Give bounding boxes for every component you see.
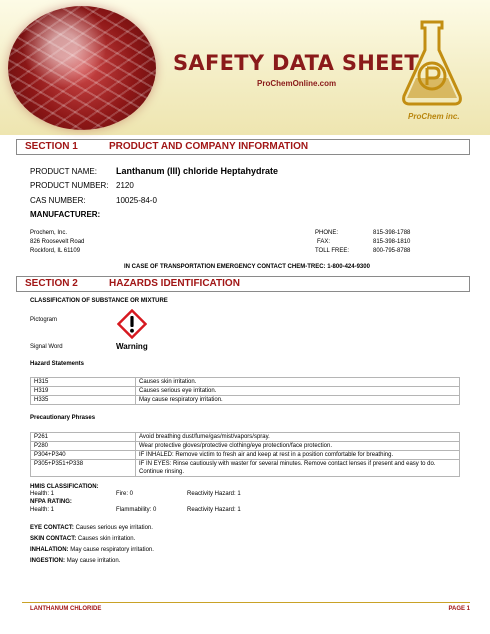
precaution-text: IF IN EYES: Rinse cautiously with waster for several minutes. Remove contact lenses if present and easy to do. Continue rinsing. xyxy=(136,460,460,477)
company-name: Prochem, Inc. xyxy=(30,230,68,236)
inhalation-label: INHALATION: xyxy=(30,547,69,553)
periodic-globe-image xyxy=(8,6,156,130)
section-number: SECTION 1 xyxy=(25,141,78,152)
phone-label: PHONE: xyxy=(315,230,339,236)
hmis-health: Health: 1 xyxy=(30,491,55,497)
product-number-value: 2120 xyxy=(116,181,134,190)
phone-value: 815-398-1788 xyxy=(373,230,411,236)
tollfree-label: TOLL FREE: xyxy=(315,248,350,254)
precaution-code: P304+P340 xyxy=(31,451,136,460)
nfpa-health: Health: 1 xyxy=(30,507,55,513)
ingestion-text: May cause irritation. xyxy=(66,558,121,564)
company-city: Rockford, IL 61109 xyxy=(30,248,81,254)
website-label: ProChemOnline.com xyxy=(257,79,337,88)
section-number: SECTION 2 xyxy=(25,278,78,289)
precaution-code: P305+P351+P338 xyxy=(31,460,136,477)
product-name-label: PRODUCT NAME: xyxy=(30,167,97,176)
prochem-flask-logo xyxy=(396,14,468,110)
hazard-statements-heading: Hazard Statements xyxy=(30,361,85,367)
product-name-value: Lanthanum (III) chloride Heptahydrate xyxy=(116,166,279,176)
eye-contact-label: EYE CONTACT: xyxy=(30,525,74,531)
nfpa-heading: NFPA RATING: xyxy=(30,499,72,505)
product-number-label: PRODUCT NUMBER: xyxy=(30,181,109,190)
eye-contact-text: Causes serious eye irritation. xyxy=(75,525,153,531)
footer-product-name: LANTHANUM CHLORIDE xyxy=(30,606,102,612)
hmis-fire: Fire: 0 xyxy=(116,491,134,497)
hazard-statements-table xyxy=(30,377,460,405)
document-title: SAFETY DATA SHEET xyxy=(173,51,420,75)
logo-text: ProChem inc. xyxy=(408,112,460,121)
skin-contact-text: Causes skin irritation. xyxy=(77,536,136,542)
precaution-code: P280 xyxy=(31,442,136,451)
nfpa-flammability: Flammability: 0 xyxy=(116,507,157,513)
precaution-text: Wear protective gloves/protective clothing/eye protection/face protection. xyxy=(136,442,460,451)
table-row xyxy=(31,451,460,460)
table-row xyxy=(31,387,460,396)
precautionary-phrases-heading: Precautionary Phrases xyxy=(30,415,96,421)
section-title: HAZARDS IDENTIFICATION xyxy=(109,278,240,289)
emergency-contact: IN CASE OF TRANSPORTATION EMERGENCY CONTACT CHEM-TREC: 1-800-424-9300 xyxy=(124,264,370,270)
hmis-heading: HMIS CLASSIFICATION: xyxy=(30,484,99,490)
section-2-header xyxy=(16,276,470,292)
precautionary-phrases-table xyxy=(30,432,460,477)
hmis-reactivity: Reactivity Hazard: 1 xyxy=(187,491,241,497)
skin-contact-label: SKIN CONTACT: xyxy=(30,536,77,542)
signal-word-label: Signal Word xyxy=(30,344,63,350)
exclamation-mark-hazard-icon xyxy=(117,309,147,339)
table-row xyxy=(31,396,460,405)
nfpa-reactivity: Reactivity Hazard: 1 xyxy=(187,507,241,513)
precaution-text: IF INHALED: Remove victim to fresh air and keep at rest in a position comfortable for breathing. xyxy=(136,451,460,460)
hazard-text: May cause respiratory irritation. xyxy=(136,396,460,405)
table-row xyxy=(31,433,460,442)
hazard-code: H319 xyxy=(31,387,136,396)
cas-number-label: CAS NUMBER: xyxy=(30,196,86,205)
inhalation-text: May cause respiratory irritation. xyxy=(70,547,154,553)
fax-label: FAX: xyxy=(317,239,331,245)
hazard-text: Causes skin irritation. xyxy=(136,378,460,387)
hazard-code: H315 xyxy=(31,378,136,387)
tollfree-value: 800-795-8788 xyxy=(373,248,411,254)
table-row xyxy=(31,378,460,387)
ingestion-label: INGESTION: xyxy=(30,558,66,564)
page-header xyxy=(0,0,490,135)
hazard-text: Causes serious eye irritation. xyxy=(136,387,460,396)
ingestion-line xyxy=(30,558,120,564)
section-1-header xyxy=(16,139,470,155)
fax-value: 815-398-1810 xyxy=(373,239,411,245)
table-row xyxy=(31,460,460,477)
classification-heading: CLASSIFICATION OF SUBSTANCE OR MIXTURE xyxy=(30,298,168,304)
company-street: 826 Roosevelt Road xyxy=(30,239,85,245)
table-row xyxy=(31,442,460,451)
footer-page-number: PAGE 1 xyxy=(448,606,470,612)
precaution-text: Avoid breathing dust/fume/gas/mist/vapors/spray. xyxy=(136,433,460,442)
signal-word-value: Warning xyxy=(116,342,148,351)
precaution-code: P261 xyxy=(31,433,136,442)
eye-contact-line xyxy=(30,525,153,531)
footer-divider xyxy=(22,602,470,603)
manufacturer-label: MANUFACTURER: xyxy=(30,210,101,219)
inhalation-line xyxy=(30,547,154,553)
skin-contact-line xyxy=(30,536,135,542)
pictogram-label: Pictogram xyxy=(30,317,58,323)
cas-number-value: 10025-84-0 xyxy=(116,196,157,205)
section-title: PRODUCT AND COMPANY INFORMATION xyxy=(109,141,309,152)
hazard-code: H335 xyxy=(31,396,136,405)
